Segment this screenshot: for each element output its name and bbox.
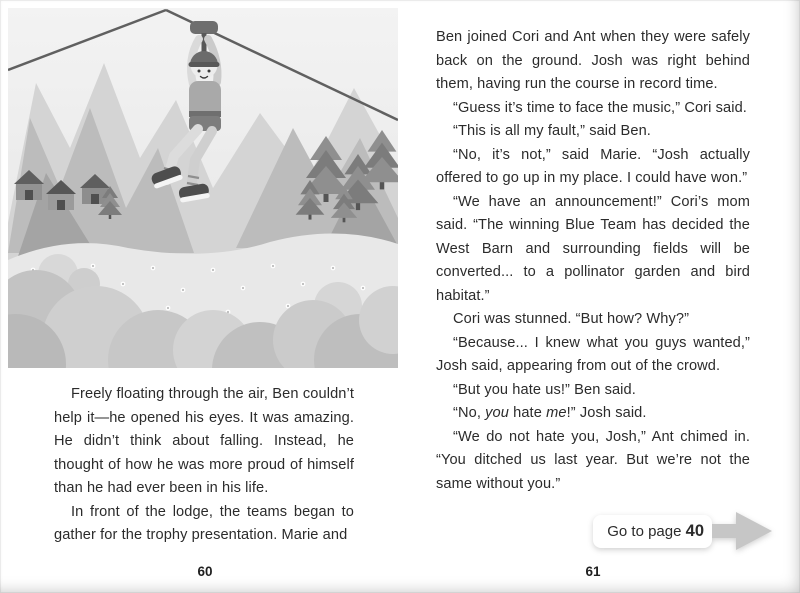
- left-text-block: [54, 383, 354, 548]
- body-paragraph: Cori was stunned. “But how? Why?”: [453, 311, 690, 327]
- page-right: [402, 0, 800, 593]
- body-paragraph: “Because... I knew what you guys wanted,” Josh said, appearing from out of the crowd.: [436, 334, 750, 374]
- body-paragraph: [436, 402, 750, 426]
- body-paragraph: “But you hate us!” Ben said.: [453, 381, 636, 398]
- text-segment-italic: you: [485, 405, 509, 421]
- text-segment: !” Josh said.: [566, 405, 647, 421]
- body-paragraph: “We have an announcement!” Cori’s mom said. “The winning Blue Team has decided the West Barn and surrounding fields will be converted... to a pollinator garden and bird habitat.”: [436, 193, 750, 304]
- text-segment: hate: [508, 405, 547, 421]
- body-paragraph: In front of the lodge, the teams began to gather for the trophy presentation. Marie and: [54, 503, 354, 543]
- goto-page-40[interactable]: [593, 510, 776, 552]
- goto-prefix: Go to page: [607, 522, 686, 540]
- body-paragraph: Freely floating through the air, Ben couldn’t help it—he opened his eyes. It was amazing. He didn’t think about falling. Instead, he thought of how he was more proud of himself than he had ever been in his life.: [54, 386, 354, 496]
- zipline-illustration: [8, 8, 398, 368]
- body-paragraph: “This is all my fault,” said Ben.: [453, 123, 651, 139]
- text-segment: “No,: [453, 405, 486, 421]
- text-segment-italic: me: [546, 405, 567, 421]
- body-paragraph: Ben joined Cori and Ant when they were safely back on the ground. Josh was right behind them, having run the course in record time.: [436, 29, 750, 92]
- page-number-right: 61: [585, 564, 601, 579]
- body-paragraph: “No, it’s not,” said Marie. “Josh actually offered to go up in my place. I could have won.”: [436, 146, 750, 186]
- goto-page-number: 40: [685, 521, 704, 540]
- page-number-left: 60: [197, 564, 213, 579]
- body-paragraph: “We do not hate you, Josh,” Ant chimed in. “You ditched us last year. But we’re not the same without you.”: [436, 428, 750, 492]
- goto-page-label: [593, 515, 712, 548]
- body-paragraph: “Guess it’s time to face the music,” Cori said.: [453, 99, 747, 116]
